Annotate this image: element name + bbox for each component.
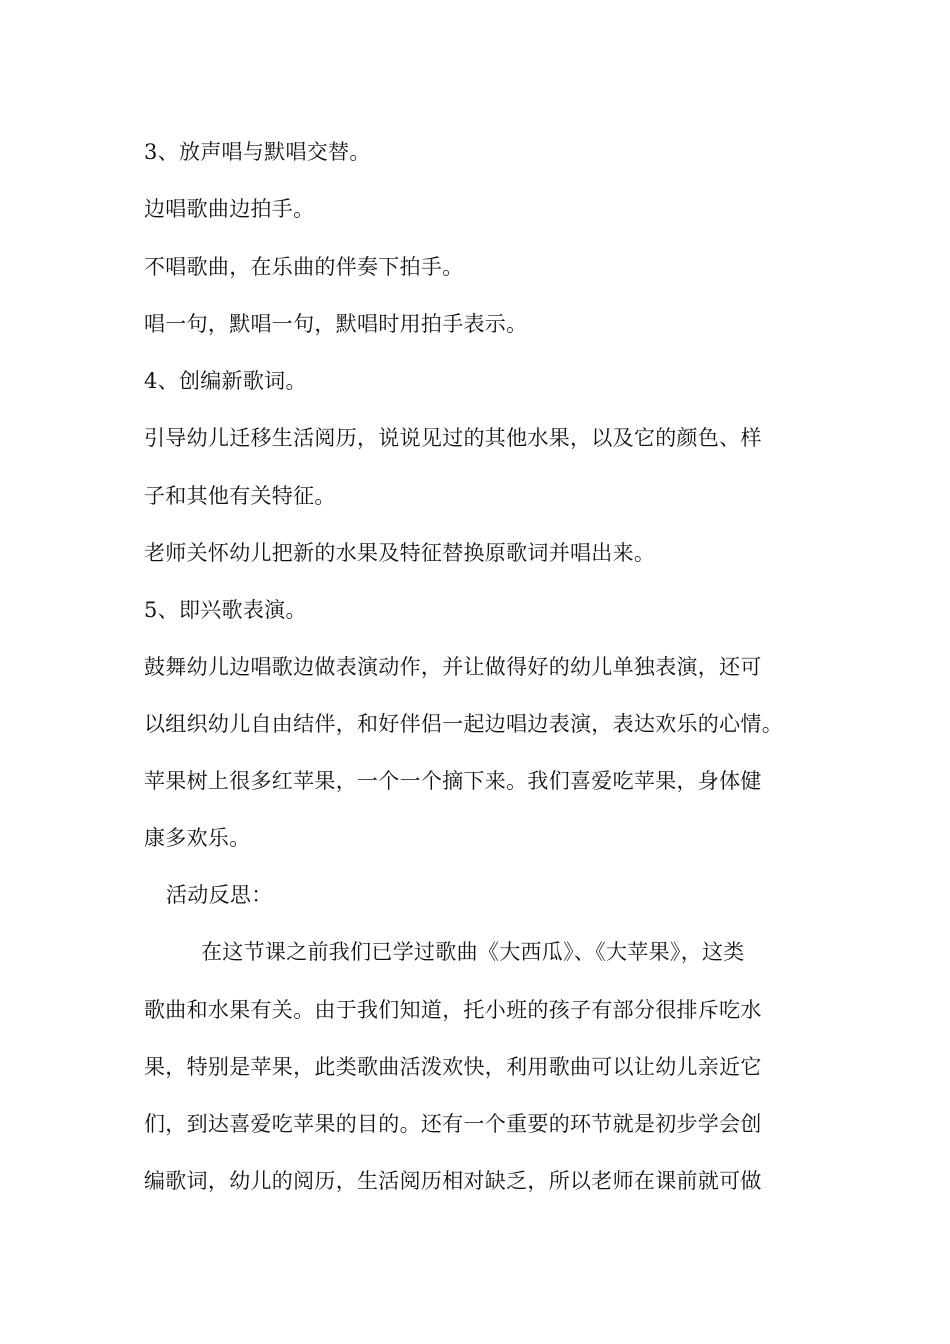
body-text-line: 唱一句，默唱一句，默唱时用拍手表示。: [144, 312, 528, 336]
body-text-line: 鼓舞幼儿边唱歌边做表演动作，并让做得好的幼儿单独表演，还可: [144, 655, 762, 679]
lyrics-line: 苹果树上很多红苹果，一个一个摘下来。我们喜爱吃苹果，身体健: [144, 769, 762, 793]
body-text-line: 引导幼儿迁移生活阅历，说说见过的其他水果，以及它的颜色、样: [144, 426, 762, 450]
reflection-paragraph-line: 果，特别是苹果，此类歌曲活泼欢快，利用歌曲可以让幼儿亲近它: [144, 1055, 762, 1079]
step-4-heading: 4、创编新歌词。: [144, 369, 307, 393]
body-text-line: 边唱歌曲边拍手。: [144, 197, 315, 221]
body-text-line: 老师关怀幼儿把新的水果及特征替换原歌词并唱出来。: [144, 541, 656, 565]
body-text-line: 子和其他有关特征。: [144, 484, 336, 508]
body-text-line: 以组织幼儿自由结伴，和好伴侣一起边唱边表演，表达欢乐的心情。: [144, 712, 783, 736]
lyrics-line: 康多欢乐。: [144, 826, 251, 850]
step-3-heading: 3、放声唱与默唱交替。: [144, 140, 371, 164]
reflection-paragraph-line: 在这节课之前我们已学过歌曲《大西瓜》、《大苹果》，这类: [201, 940, 745, 964]
body-text-line: 不唱歌曲，在乐曲的伴奏下拍手。: [144, 255, 464, 279]
step-5-heading: 5、即兴歌表演。: [144, 598, 307, 622]
reflection-paragraph-line: 们，到达喜爱吃苹果的目的。还有一个重要的环节就是初步学会创: [144, 1112, 762, 1136]
reflection-heading: 活动反思：: [166, 883, 273, 907]
reflection-paragraph-line: 编歌词，幼儿的阅历，生活阅历相对缺乏，所以老师在课前就可做: [144, 1169, 762, 1193]
reflection-paragraph-line: 歌曲和水果有关。由于我们知道，托小班的孩子有部分很排斥吃水: [144, 998, 762, 1022]
